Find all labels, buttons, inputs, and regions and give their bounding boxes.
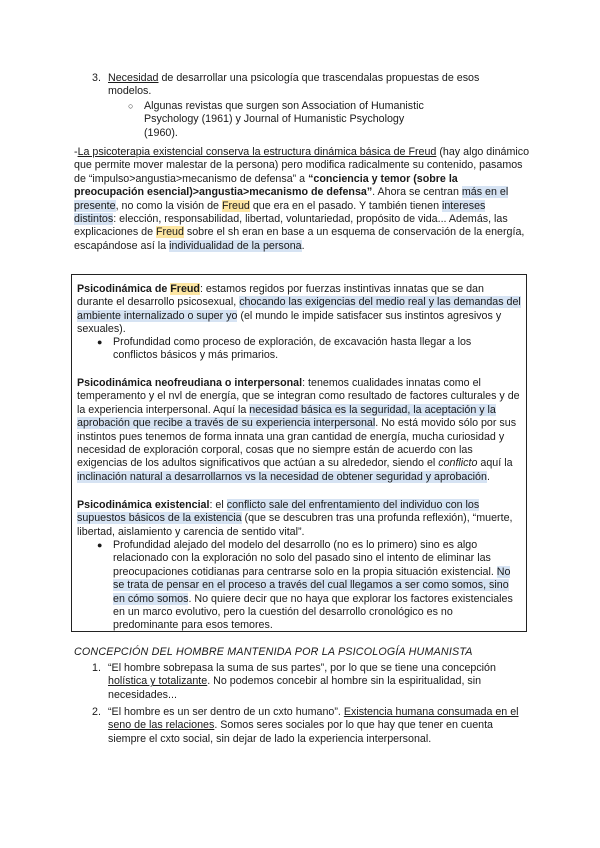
highlight: chocando las exigencias del medio real y las demandas del ambiente internalizado o super yo [77,296,521,322]
list-item-2: 2. “El hombre es un ser dentro de un cxto humano”. Existencia humana consumada en el seno de las relaciones. Somos seres sociales por lo que hay que tener en cuenta siempre el cxto social, sin dejar de lado la experiencia interpersonal. [92,706,519,745]
sub-list-item-text: Algunas revistas que surgen son Association of Humanistic Psychology (1961) y Journal of Humanistic Psychology (1960). [144,100,424,139]
list-item-1: 1. “El hombre sobrepasa la suma de sus partes”, por lo que se tiene una concepción holística y totalizante. No podemos concebir al hombre sin la espiritualidad, sin necesidades... [92,662,496,701]
highlight: necesidad básica es la seguridad, la aceptación y la aprobación que recibe a través de su experiencia interpersonal [77,403,496,430]
bullet-icon: ● [97,337,103,347]
highlight: conflicto sale del enfrentamiento del individuo con los supuestos básicos de la existencia [77,499,480,525]
list-item-3 [92,72,512,99]
psicodinamica-neofreudiana: Psicodinámica neofreudiana o interpersonal: tenemos cualidades innatas como el temperamento y el nvl de energía, que se integran como resultado de factores culturales y de la experiencia interpersonal. Aquí la necesidad básica es la seguridad, la aceptación y la aprobación que recibe a través de su experiencia interpersonal. No está movido sólo por sus instintos pues tenemos de forma innata una gran cantidad de energía, mucha curiosidad y necesidad de exploración corporal, cosas que no siempre están de acuerdo con las exigencias de los adultos significativos que actúan a su alrededor, siendo el conflicto aquí la inclinación natural a desarrollarnos vs la necesidad de obtener seguridad y aprobación. [77,377,520,483]
sub-list-item [128,100,428,140]
list-number: 3. [92,72,101,84]
bullet-profundidad-freud: ● Profundidad como proceso de exploración, de excavación hasta llegar a los conflictos básicos y más primarios. [97,336,472,362]
highlight-freud: Freud [221,199,250,212]
hollow-bullet-icon: ○ [128,101,134,111]
highlight-freud: Freud [156,226,184,239]
psicodinamica-freud: Psicodinámica de Freud: estamos regidos por fuerzas instintivas innatas que se dan durante el desarrollo psicosexual, chocando las exigencias del medio real y las demandas del ambiente internalizado o super yo (el mundo le impide satisfacer sus instintos agresivos y sexuales). [77,283,521,336]
paragraph-psicoterapia-existencial: -La psicoterapia existencial conserva la estructura dinámica básica de Freud (hay algo dinámico que permite mover malestar de la persona) pero modifica radicalmente su contenido, pasamos de “impulso>angustia>mecanismo de defensa” a “conciencia y temor (sobre la preocupación esencial)>angustia>mecanismo de defensa”. Ahora se centran más en el presente, no como la visión de Freud que era en el pasado. Y también tienen intereses distintos: elección, responsabilidad, libertad, voluntariedad, propósito de vida... Además, las explicaciones de Freud sobre el sh eran en base a un esquema de conservación de la energía, escapándose así la individualidad de la persona. [74,146,530,252]
highlight: más en el presente [74,186,509,212]
list-number: 1. [92,662,101,674]
highlight: inclinación natural a desarrollarnos vs la necesidad de obtener seguridad y aprobación [77,470,487,483]
highlight: No se trata de pensar en el proceso a través del cual llegamos a ser como somos, sino en cómo somos [113,565,511,605]
highlight: individualidad de la persona [169,239,302,252]
list-number: 2. [92,706,101,718]
highlight-freud: Freud [170,283,200,295]
list-item-text: Necesidad de desarrollar una psicología que trascendalas propuestas de esos modelos. [108,72,480,98]
section-title: CONCEPCIÓN DEL HOMBRE MANTENIDA POR LA PSICOLOGÍA HUMANISTA [74,646,473,658]
highlight: intereses distintos [74,199,486,226]
bullet-profundidad-existencial: ● Profundidad alejado del modelo del desarrollo (no es lo primero) sino es algo relacionado con la exploración no solo del pasado sino el intento de eliminar las preocupaciones cotidianas para centrarse solo en la propia situación existencial. No se trata de pensar en el proceso a través del cual llegamos a ser como somos, sino en cómo somos. No quiere decir que no haya que explorar los factores existenciales en un marco evolutivo, pero la cuestión del desarrollo cronológico es no predominante para esos temores. [97,539,513,632]
psicodinamica-existencial: Psicodinámica existencial: el conflicto sale del enfrentamiento del individuo con los supuestos básicos de la existencia (que se descubren tras una profunda reflexión), “muerte, libertad, aislamiento y carencia de sentido vital”. [77,499,513,538]
bullet-icon: ● [97,540,103,550]
